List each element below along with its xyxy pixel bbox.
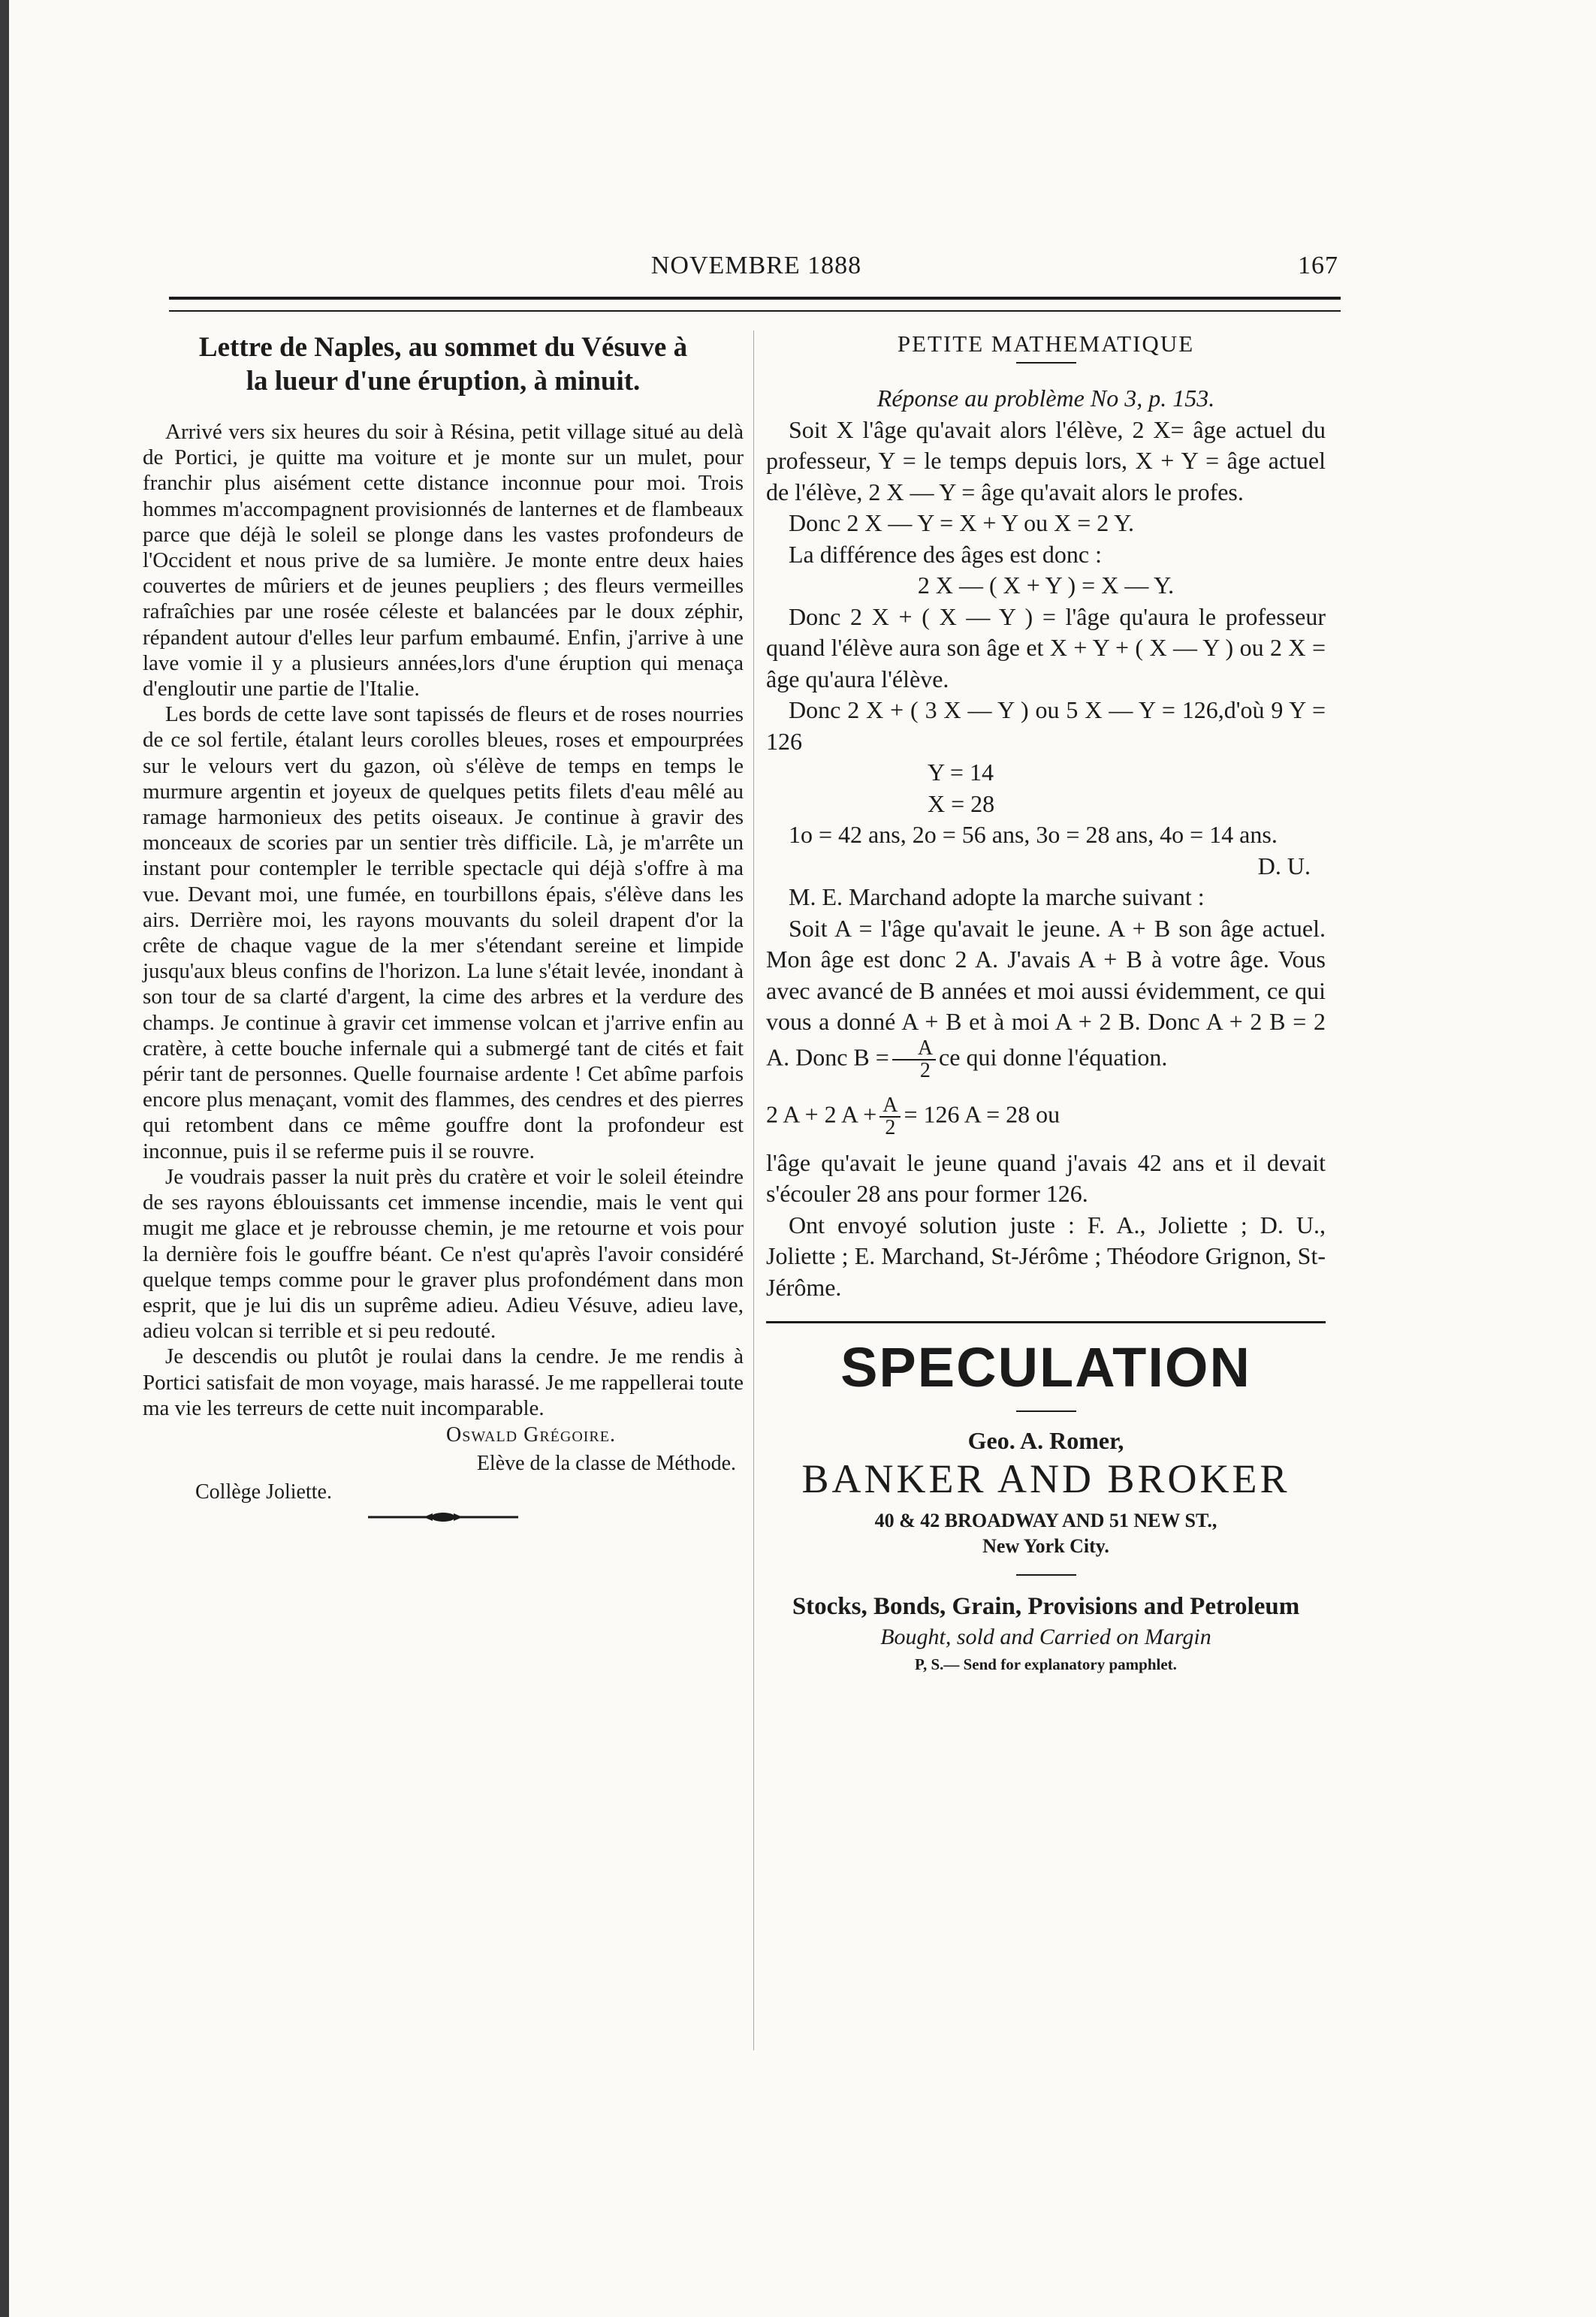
math-content [766,383,1326,1303]
fraction-denominator: 2 [919,1058,931,1082]
math-equation: X = 28 [928,789,995,817]
page-header [174,252,1338,289]
page-number: 167 [1298,252,1338,279]
section-rule [766,1321,1326,1323]
signature-name: Oswald Grégoire. [446,1422,616,1447]
author-initials: D. U. [1257,852,1311,879]
equation-right: = 126 A = 28 ou [904,1100,1060,1127]
math-paragraph: Donc 2 X + ( 3 X — Y ) ou 5 X — Y = 126,d'où 9 Y = 126 [766,696,1326,755]
math-result: 1o = 42 ans, 2o = 56 ans, 3o = 28 ans, 4o = 14 ans. [789,821,1278,848]
answer-heading: Réponse au problème No 3, p. 153. [876,385,1215,412]
letter-title-line-1: Lettre de Naples, au sommet du Vésuve à [198,332,688,363]
fraction-numerator: A [892,1038,936,1060]
ad-services: Stocks, Bonds, Grain, Provisions and Petroleum [792,1593,1300,1620]
math-paragraph [766,913,1326,1082]
math-equation: Y = 14 [928,759,994,786]
issue-date: NOVEMBRE 1888 [650,252,862,279]
letter-body [143,419,744,1421]
letter-paragraph: Je voudrais passer la nuit près du cratère et voir le soleil éteindre de ses rayons éblouissants cet immense incendie, mais le vent qui mugit me glace et je rebrousse chemin, je me retourne et vois pour la dernière fois le gouffre béant. Ce n'est qu'après l'avoir considéré quelque temps comme pour le graver plus profondément dans mon esprit, que je lui dis un suprême adieu. Adieu Vésuve, adieu lave, adieu volcan si terrible et si peu redouté. [143,1164,744,1344]
letter-title-line-2: la lueur d'une éruption, à minuit. [246,366,641,397]
closing-ornament [143,1511,744,1526]
solvers-list: Ont envoyé solution juste : F. A., Joliette ; D. U., Joliette ; E. Marchand, St-Jérôme ; Théodore Grignon, St-Jérôme. [766,1211,1326,1301]
math-paragraph: Soit X l'âge qu'avait alors l'élève, 2 X= âge actuel du professeur, Y = le temps depuis lors, X + Y = âge actuel de l'élève, 2 X — Y = âge qu'avait alors le profes. [766,415,1326,505]
title-rule [1016,362,1076,364]
ad-title: BANKER AND BROKER [801,1456,1290,1501]
ornament-icon [368,1511,518,1523]
math-equation: Donc 2 X — Y = X + Y ou X = 2 Y. [789,509,1135,536]
right-column [766,330,1326,1676]
signature-class: Elève de la classe de Méthode. [476,1451,736,1475]
equation-left: 2 A + 2 A + [766,1100,877,1127]
ad-headline: SPECULATION [840,1336,1251,1398]
letter-signature [143,1421,744,1507]
ad-rule [1016,1410,1076,1412]
math-text: La différence des âges est donc : [789,540,1102,568]
math-equation: 2 X — ( X + Y ) = X — Y. [917,572,1175,599]
math-paragraph: M. E. Marchand adopte la marche suivant : [789,883,1205,910]
ad-margin: Bought, sold and Carried on Margin [880,1625,1211,1649]
signature-college: Collège Joliette. [195,1480,332,1504]
page-binding-edge [0,0,9,2317]
advertisement [766,1335,1326,1676]
fraction-denominator: 2 [885,1115,896,1139]
letter-paragraph: Les bords de cette lave sont tapissés de fleurs et de roses nourries de ce sol fertile, étalant leurs corolles bleues, roses et empourprées sur le velours vert du gazon, où s'élève de temps en temps le murmure argentin et joyeux de quelques petits filets d'eau mêlé au ramage harmonieux des petits oiseaux. Je continue à gravir des monceaux de scories par un sentier très difficile. Là, je m'arrête un instant pour contempler le terrible spectacle qui déjà s'offre à ma vue. Devant moi, une fumée, en tourbillons épais, s'élève dans les airs. Derrière moi, les rayons mouvants du soleil drapent d'or la crête de chaque vague de la mer s'étendant sereine et limpide jusqu'aux bleus confins de l'horizon. La lune s'était levée, inondant à son tour de sa clarté d'argent, la cime des arbres et la verdure des champs. Je continue à gravir cet immense volcan et j'arrive enfin au cratère, à cette bouche infernale qui a submergé tant de cités et fait périr tant de personnes. Quelle fournaise ardente ! Cet abîme parfois encore plus menaçant, vomit des flammes, des cendres et des pierres qui retombent dans ce même gouffre dont la profondeur est inconnue, puis il se referme puis il se rouvre. [143,702,744,1163]
left-column [143,330,744,1526]
letter-paragraph: Je descendis ou plutôt je roulai dans la cendre. Je me rendis à Portici satisfait de mon voyage, mais harassé. Je me rappellerai toute ma vie les terreurs de cette nuit incomparable. [143,1344,744,1420]
fraction-numerator: A [879,1095,901,1118]
ad-rule [1016,1574,1076,1576]
ad-name: Geo. A. Romer, [967,1427,1124,1454]
ad-address: 40 & 42 BROADWAY AND 51 NEW ST., [874,1510,1217,1531]
ad-city: New York City. [982,1535,1109,1557]
column-divider [753,330,754,2050]
math-section-title: PETITE MATHEMATIQUE [897,330,1195,357]
ad-postscript: P, S.— Send for explanatory pamphlet. [915,1655,1177,1673]
header-rule [169,297,1341,312]
fraction [879,1095,901,1139]
math-paragraph: Donc 2 X + ( X — Y ) = l'âge qu'aura le professeur quand l'élève aura son âge et X + Y + ( X — Y ) ou 2 X = âge qu'aura l'élève. [766,602,1326,692]
math-paragraph: l'âge qu'avait le jeune quand j'avais 42 ans et il devait s'écouler 28 ans pour former 126. [766,1148,1326,1207]
math-text: ce qui donne l'équation. [939,1042,1168,1070]
letter-paragraph: Arrivé vers six heures du soir à Résina, petit village situé au delà de Portici, je quitte ma voiture et je monte sur un mulet, pour franchir plus aisément cette distance inconnue pour moi. Trois hommes m'accompagnent provisionnés de lanternes et de flambeaux parce que déjà le soleil se plonge dans les vastes profondeurs de l'Occident et nous prive de sa lumière. Je monte entre deux haies couvertes de mûriers et de jeunes peupliers ; des fleurs vermeilles rafraîchies par une rosée céleste et balancées par le doux zéphir, répandent autour d'elles leur parfum embaumé. Enfin, j'arrive à une lave vomie il y a plusieurs années,lors d'une éruption qui menaça d'engloutir une partie de l'Italie. [143,420,744,701]
math-text: Soit A = l'âge qu'avait le jeune. A + B son âge actuel. Mon âge est donc 2 A. J'avais A + B à votre âge. Vous avec avancé de B années et moi aussi évidemment, ce qui vous a donné A + B et à moi A + 2 B. Donc A + 2 B = 2 A. Donc B = [766,914,1326,1070]
fraction [892,1038,936,1082]
math-equation [766,1095,1326,1139]
letter-title [143,330,744,398]
